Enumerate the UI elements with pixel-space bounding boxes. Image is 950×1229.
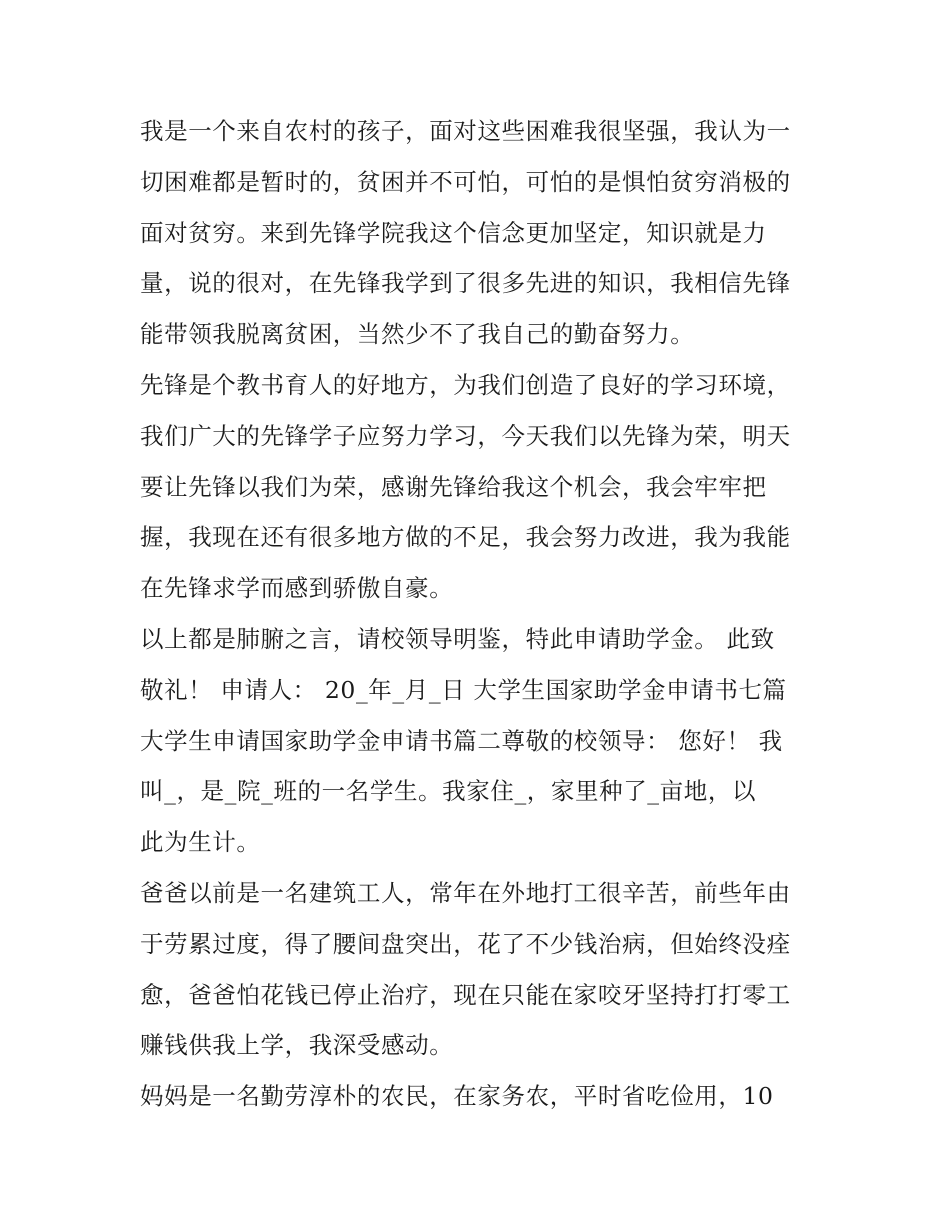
text-line: 愈，爸爸怕花钱已停止治疗，现在只能在家咬牙坚持打打零工 — [140, 980, 791, 1009]
paragraph-4 — [140, 868, 812, 1071]
text-line: 面对贫穷。来到先锋学院我这个信念更加坚定，知识就是力 — [140, 218, 767, 247]
text-line: 大学生申请国家助学金申请书篇二尊敬的校领导： 您好！ 我 — [140, 726, 783, 755]
text-line: 爸爸以前是一名建筑工人，常年在外地打工很辛苦，前些年由 — [140, 878, 791, 907]
paragraph-1 — [140, 106, 812, 360]
text-line: 切困难都是暂时的，贫困并不可怕，可怕的是惧怕贫穷消极的 — [140, 167, 791, 196]
document-body — [140, 106, 812, 1122]
text-line: 我是一个来自农村的孩子，面对这些困难我很坚强，我认为一 — [140, 117, 791, 145]
text-line: 我们广大的先锋学子应努力学习，今天我们以先锋为荣，明天 — [140, 421, 791, 450]
text-line: 妈妈是一名勤劳淳朴的农民，在家务农，平时省吃俭用，10 — [140, 1082, 774, 1111]
paragraph-2 — [140, 360, 812, 614]
text-line: 叫_，是_院_班的一名学生。我家住_，家里种了_亩地，以 — [140, 777, 757, 806]
text-line: 能带领我脱离贫困，当然少不了我自己的勤奋努力。 — [140, 320, 695, 349]
text-line: 先锋是个教书育人的好地方，为我们创造了良好的学习环境， — [140, 370, 791, 399]
text-line: 此为生计。 — [140, 828, 261, 857]
text-line: 于劳累过度，得了腰间盘突出，花了不少钱治病，但始终没痊 — [140, 929, 791, 958]
text-line: 在先锋求学而感到骄傲自豪。 — [140, 574, 454, 603]
text-line: 以上都是肺腑之言，请校领导明鉴，特此申请助学金。 此致 — [140, 624, 775, 653]
paragraph-5 — [140, 1071, 812, 1122]
text-line: 握，我现在还有很多地方做的不足，我会努力改进，我为我能 — [140, 523, 791, 552]
paragraph-3 — [140, 614, 812, 868]
text-line: 敬礼！ 申请人： 20_年_月_日 大学生国家助学金申请书七篇 — [140, 675, 787, 704]
text-line: 量，说的很对，在先锋我学到了很多先进的知识，我相信先锋 — [140, 269, 791, 298]
text-line: 赚钱供我上学，我深受感动。 — [140, 1031, 454, 1060]
text-line: 要让先锋以我们为荣，感谢先锋给我这个机会，我会牢牢把 — [140, 472, 767, 501]
